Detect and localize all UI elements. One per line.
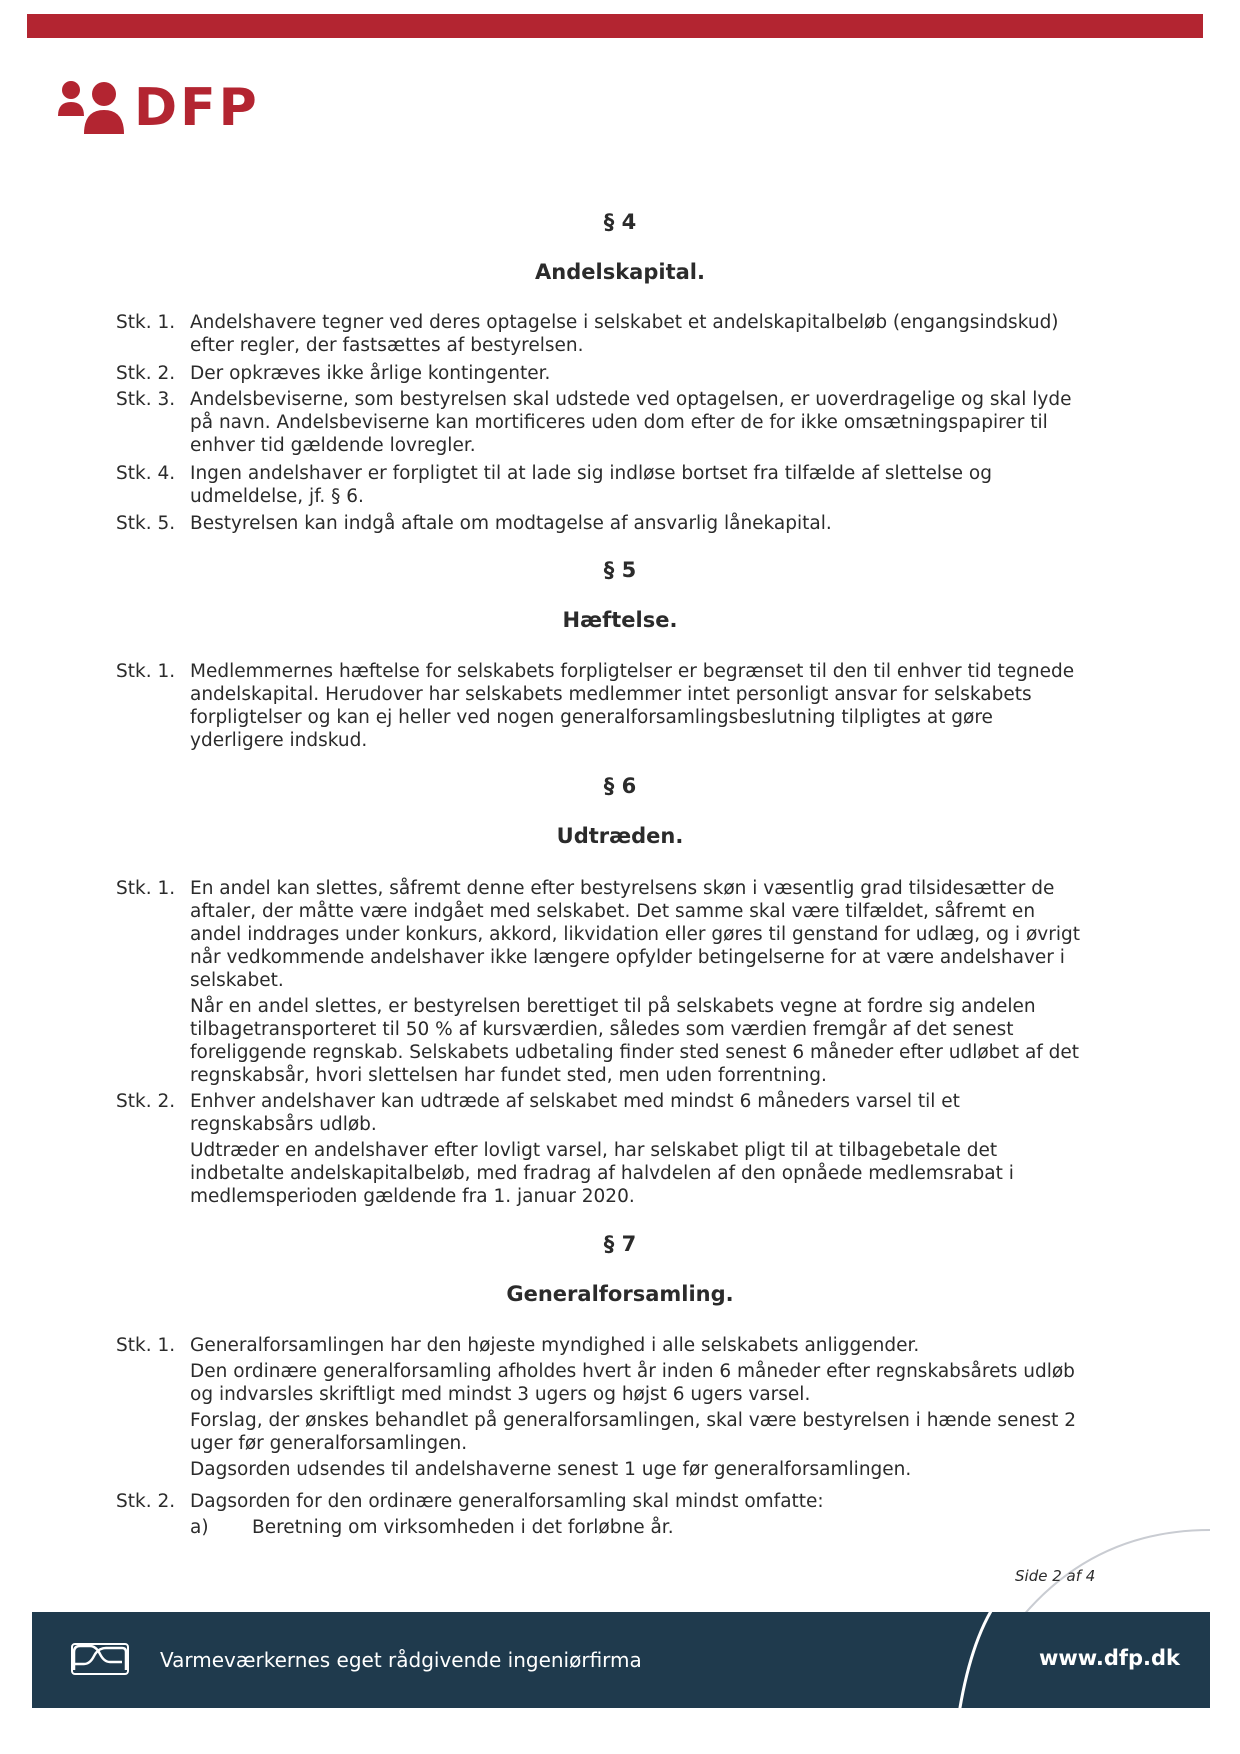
paragraph-stk xyxy=(116,362,1086,388)
paragraph-stk xyxy=(116,877,1086,1090)
stk-label: Stk. 4. xyxy=(116,463,176,484)
section-number: § 5 xyxy=(603,558,637,582)
top-red-bar xyxy=(27,14,1203,38)
stk-text: Den ordinære generalforsamling afholdes hvert år inden 6 måneder efter regnskabsårets udløb og indvarsles skriftligt med mindst 3 ugers og højst 6 ugers varsel. xyxy=(190,1361,1075,1405)
stk-text: En andel kan slettes, såfremt denne efter bestyrelsens skøn i væsentlig grad tilsidesætter de aftaler, der måtte være indgået med selskabet. Det samme skal være tilfældet, såfremt en andel inddrages under konkurs, akkord, likvidation eller gøres til genstand for udlæg, og i øvrigt når vedkommende andelshaver ikke længere opfylder betingelserne for at være andelshaver i selskabet. xyxy=(190,878,1080,991)
paragraph-stk xyxy=(116,1334,1086,1484)
stk-text: Dagsorden udsendes til andelshaverne senest 1 uge før generalforsamlingen. xyxy=(190,1459,912,1480)
paragraph-stk xyxy=(116,462,1086,511)
section-number: § 7 xyxy=(603,1232,637,1256)
stk-label: Stk. 1. xyxy=(116,878,176,899)
stk-label: Stk. 2. xyxy=(116,363,176,384)
stk-label: Stk. 2. xyxy=(116,1491,176,1512)
stk-text: Ingen andelshaver er forpligtet til at lade sig indløse bortset fra tilfælde af slettelse og udmeldelse, jf. § 6. xyxy=(190,463,992,507)
section-title: Hæftelse. xyxy=(562,608,678,632)
paragraph-stk xyxy=(116,311,1086,360)
stk-text: Medlemmernes hæftelse for selskabets forpligtelser er begrænset til den til enhver tid tegnede andelskapital. Herudover har selskabets medlemmer intet personligt ansvar for selskabets forpligtelser og kan ej heller ved nogen generalforsamlingsbeslutning tilpligtes at gøre yderligere indskud. xyxy=(190,661,1075,751)
paragraph-stk xyxy=(116,512,1086,538)
stk-text: Der opkræves ikke årlige kontingenter. xyxy=(190,363,551,384)
stk-label: Stk. 1. xyxy=(116,1335,176,1356)
stk-label: Stk. 1. xyxy=(116,661,176,682)
section-title: Udtræden. xyxy=(556,824,684,848)
stk-label: Stk. 3. xyxy=(116,389,176,410)
stk-text: Udtræder en andelshaver efter lovligt varsel, har selskabet pligt til at tilbagebetale det indbetalte andelskapitalbeløb, med fradrag af halvdelen af den opnåede medlemsrabat i medlemsperioden gældende fra 1. januar 2020. xyxy=(190,1140,1014,1207)
list-item-text: Beretning om virksomheden i det forløbne år. xyxy=(252,1517,674,1538)
section-number: § 6 xyxy=(603,774,637,798)
stk-text: Bestyrelsen kan indgå aftale om modtagelse af ansvarlig lånekapital. xyxy=(190,513,832,534)
stk-text: Generalforsamlingen har den højeste myndighed i alle selskabets anliggender. xyxy=(190,1335,920,1356)
people-icon xyxy=(56,78,126,138)
paragraph-stk xyxy=(116,388,1086,460)
stk-text: Enhver andelshaver kan udtræde af selskabet med mindst 6 måneders varsel til et regnskabsårs udløb. xyxy=(190,1091,960,1135)
stk-text: Andelshavere tegner ved deres optagelse i selskabet et andelskapitalbeløb (engangsindskud) efter regler, der fastsættes af bestyrelsen. xyxy=(190,312,1059,356)
footer-url[interactable]: www.dfp.dk xyxy=(1038,1646,1180,1670)
pipes-logo-icon xyxy=(70,1642,130,1676)
stk-label: Stk. 2. xyxy=(116,1091,176,1112)
paragraph-stk xyxy=(116,660,1086,755)
footer-tagline: Varmeværkernes eget rådgivende ingeniørfirma xyxy=(160,1648,642,1672)
page-number: Side 2 af 4 xyxy=(1015,1567,1096,1585)
footer-bar xyxy=(32,1612,1210,1708)
section-title: Generalforsamling. xyxy=(506,1282,734,1306)
footer-curve xyxy=(940,1600,1000,1720)
paragraph-stk xyxy=(116,1090,1086,1211)
stk-text: Når en andel slettes, er bestyrelsen berettiget til på selskabets vegne at fordre sig andelen tilbagetransporteret til 50 % af kursværdien, således som værdien fremgår af det senest foreliggende regnskab. Selskabets udbetaling finder sted senest 6 måneder efter udløbet af det regnskabsår, hvori slettelsen har fundet sted, men uden forrentning. xyxy=(190,996,1080,1086)
logo-text: DFP xyxy=(134,78,260,138)
stk-text: Andelsbeviserne, som bestyrelsen skal udstede ved optagelsen, er uoverdragelige og skal lyde på navn. Andelsbeviserne kan mortificeres uden dom efter de for ikke omsætningspapirer til enhver tid gældende lovregler. xyxy=(190,389,1072,456)
list-item-label: a) xyxy=(190,1517,209,1538)
section-title: Andelskapital. xyxy=(535,260,705,284)
stk-text: Dagsorden for den ordinære generalforsamling skal mindst omfatte: xyxy=(190,1491,824,1512)
dfp-logo xyxy=(56,78,260,138)
section-number: § 4 xyxy=(603,210,637,234)
stk-label: Stk. 5. xyxy=(116,513,176,534)
stk-text: Forslag, der ønskes behandlet på generalforsamlingen, skal være bestyrelsen i hænde senest 2 uger før generalforsamlingen. xyxy=(190,1410,1076,1454)
stk-label: Stk. 1. xyxy=(116,312,176,333)
